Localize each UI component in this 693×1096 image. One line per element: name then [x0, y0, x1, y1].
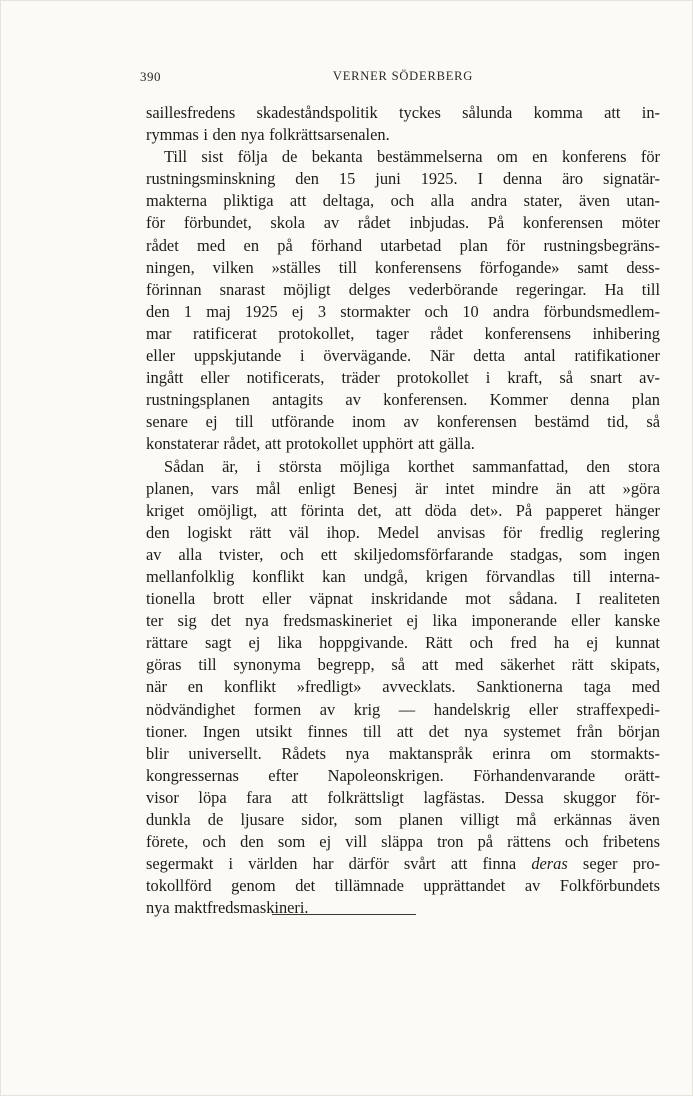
- text-line: rymmas i den nya folkrättsarsenalen.: [146, 125, 390, 145]
- text-line: nödvändighet formen av krig — handelskrig eller straffexpedi-: [146, 699, 660, 719]
- text-line: rustningsplanen antagits av konferensen. Kommer denna plan: [146, 390, 660, 410]
- page-header: [140, 69, 660, 89]
- text-line: Till sist följa de bekanta bestämmelserna om en konferens för: [164, 147, 660, 167]
- text-line: den logiskt rätt väl ihop. Medel anvisas för fredlig reglering: [146, 522, 660, 542]
- text-line: av alla tvister, och ett skiljedomsförfarande stadgas, som ingen: [146, 544, 660, 564]
- running-head: VERNER SÖDERBERG: [332, 69, 474, 83]
- text-line: när en konflikt »fredligt» avvecklats. Sanktionerna taga med: [146, 677, 660, 697]
- text-line: saillesfredens skadeståndspolitik tyckes sålunda komma att in-: [146, 103, 660, 122]
- text-line: planen, vars mål enligt Benesj är intet mindre än att »göra: [146, 478, 660, 498]
- text-line: makterna pliktiga att deltaga, och alla andra stater, även utan-: [146, 191, 660, 211]
- text-line: kongressernas efter Napoleonskrigen. Förhandenvarande orätt-: [146, 765, 660, 785]
- text-line: tokollförd genom det tillämnade upprättandet av Folkförbundets: [146, 876, 660, 896]
- text-line: mar ratificerat protokollet, tager rådet konferensens inhibering: [146, 323, 660, 343]
- text-line: Sådan är, i största möjliga korthet sammanfattad, den stora: [164, 456, 660, 476]
- text-line: tioner. Ingen utsikt finnes till att det nya systemet från början: [146, 721, 660, 741]
- page-number: 390: [140, 69, 161, 84]
- paragraph-2: [146, 146, 660, 455]
- text-line: ningen, vilken »ställes till konferensens förfogande» samt dess-: [146, 257, 660, 277]
- text-line: den 1 maj 1925 ej 3 stormakter och 10 andra förbundsmedlem-: [146, 301, 660, 321]
- text-line: visor löpa fara att folkrättsligt lagfästas. Dessa skuggor för-: [146, 787, 660, 807]
- text-line: eller uppskjutande i övervägande. När detta antal ratifikationer: [146, 346, 660, 366]
- text-line: förinnan snarast möjligt delges vederbörande regeringar. Ha till: [146, 279, 660, 299]
- paragraph-3: [146, 456, 660, 920]
- text-line: blir universellt. Rådets nya maktanspråk erinra om stormakts-: [146, 743, 660, 763]
- text-line: segermakt i världen har därför svårt att finna deras seger pro-: [146, 854, 660, 874]
- text-line: tionella brott eller väpnat inskridande mot sådana. I realiteten: [146, 589, 660, 609]
- text-line: rådet med en på förhand utarbetad plan för rustningsbegräns-: [146, 235, 660, 255]
- emphasis: deras: [531, 854, 568, 874]
- text-line: nya maktfredsmaskineri.: [146, 898, 309, 918]
- text-line: ingått eller notificerats, träder protokollet i kraft, så snart av-: [146, 368, 660, 388]
- paragraph-1: [146, 102, 660, 146]
- text-line: konstaterar rådet, att protokollet upphört att gälla.: [146, 434, 475, 454]
- text-line: förete, och den som ej vill släppa tron på rättens och fribetens: [146, 832, 660, 852]
- text-line: kriget omöjligt, att förinta det, att döda det». På papperet hänger: [146, 500, 660, 520]
- body-text: [146, 102, 660, 919]
- text-line: för förbundet, skola av rådet inbjudas. På konferensen möter: [146, 213, 660, 233]
- end-rule: [272, 914, 416, 915]
- text-line: mellanfolklig konflikt kan undgå, krigen förvandlas till interna-: [146, 566, 660, 586]
- text-line: ter sig det nya fredsmaskineriet ej lika imponerande eller kanske: [146, 611, 660, 631]
- text-line: göras till synonyma begrepp, så att med säkerhet rätt skipats,: [146, 655, 660, 675]
- text-line: rustningsminskning den 15 juni 1925. I denna äro signatär-: [146, 169, 660, 189]
- text-line: senare ej till utförande inom av konferensen bestämd tid, så: [146, 412, 660, 432]
- text-line: rättare sagt ej lika hoppgivande. Rätt och fred ha ej kunnat: [146, 633, 660, 653]
- text-line: dunkla de ljusare sidor, som planen villigt må erkännas även: [146, 810, 660, 829]
